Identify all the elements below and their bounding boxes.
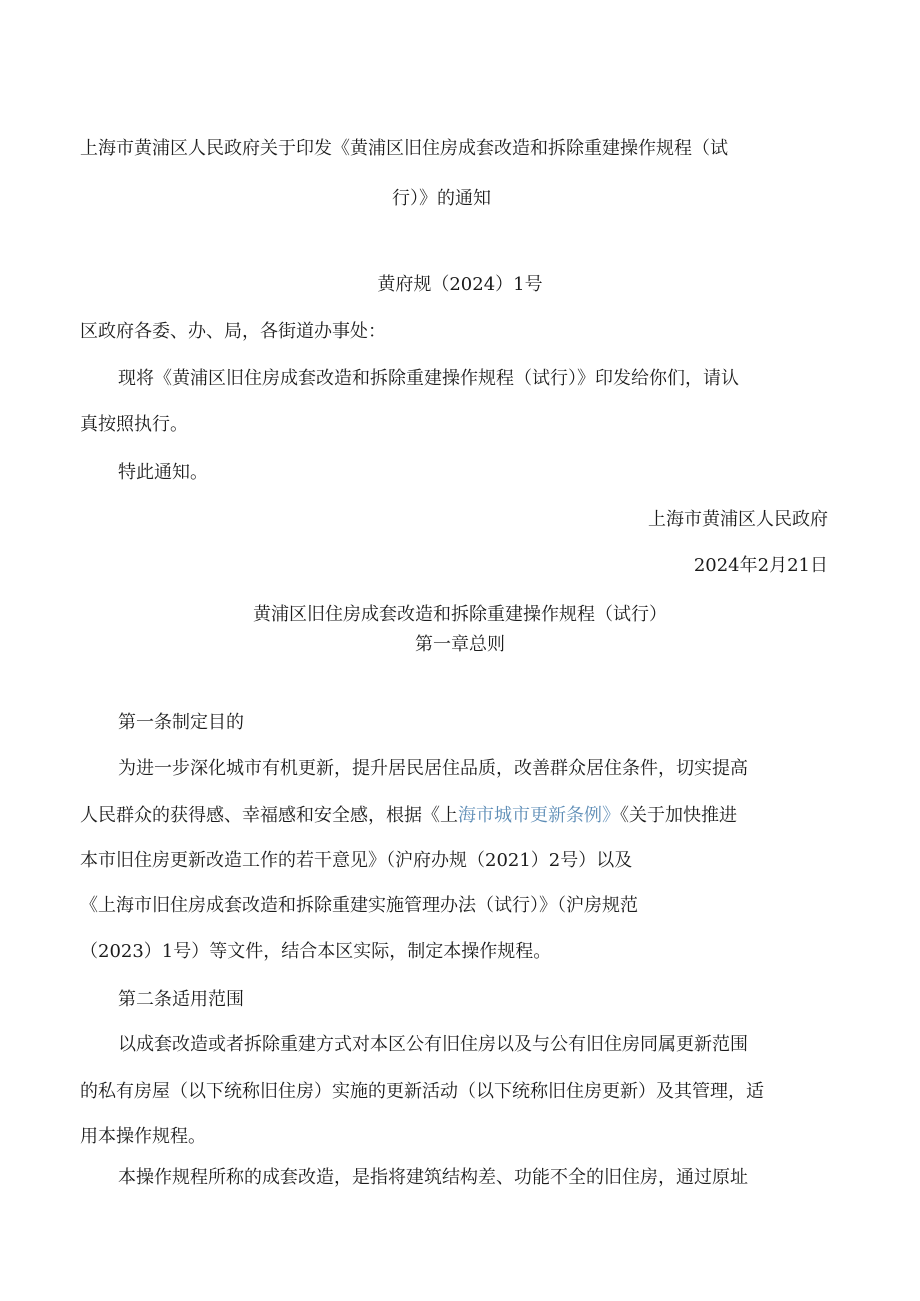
notice-title-line-1: 上海市黄浦区人民政府关于印发《黄浦区旧住房成套改造和拆除重建操作规程（试 [80, 138, 728, 159]
chapter-heading: 第一章总则 [415, 634, 505, 655]
article-1-title: 第一条制定目的 [118, 712, 244, 733]
article-1-line-5: （2023）1号）等文件，结合本区实际，制定本操作规程。 [80, 941, 552, 962]
addressee: 区政府各委、办、局，各街道办事处： [80, 321, 386, 342]
article-2-paragraph-2-line-1: 本操作规程所称的成套改造，是指将建筑结构差、功能不全的旧住房，通过原址 [118, 1167, 748, 1188]
article-2-line-2: 的私有房屋（以下统称旧住房）实施的更新活动（以下统称旧住房更新）及其管理，适 [80, 1081, 764, 1102]
article-1-line-2 [80, 801, 737, 827]
article-1-line-2-text-a: 人民群众的获得感、幸福感和安全感，根据《上 [80, 805, 458, 826]
regulation-link[interactable]: 海市城市更新条例》 [458, 805, 620, 826]
article-2-line-1: 以成套改造或者拆除重建方式对本区公有旧住房以及与公有旧住房同属更新范围 [118, 1034, 748, 1055]
article-1-line-1: 为进一步深化城市有机更新，提升居民居住品质，改善群众居住条件，切实提高 [118, 758, 748, 779]
issuer-signature: 上海市黄浦区人民政府 [648, 509, 828, 530]
notice-title-line-2: 行）》的通知 [392, 188, 491, 209]
article-1-line-3: 本市旧住房更新改造工作的若干意见》（沪府办规（2021）2号）以及 [80, 850, 633, 871]
article-1-line-2-text-b: 《关于加快推进 [620, 805, 737, 826]
article-2-line-3: 用本操作规程。 [80, 1126, 206, 1147]
article-2-title: 第二条适用范围 [118, 989, 244, 1010]
intro-line-2: 真按照执行。 [80, 414, 188, 435]
article-1-line-4: 《上海市旧住房成套改造和拆除重建实施管理办法（试行）》（沪房规范 [80, 895, 638, 916]
notice-closing: 特此通知。 [118, 462, 208, 483]
regulation-title: 黄浦区旧住房成套改造和拆除重建操作规程（试行） [253, 604, 667, 625]
intro-line-1: 现将《黄浦区旧住房成套改造和拆除重建操作规程（试行）》印发给你们，请认 [118, 368, 739, 389]
issue-date: 2024年2月21日 [693, 555, 828, 576]
document-number: 黄府规（2024）1号 [377, 274, 543, 295]
